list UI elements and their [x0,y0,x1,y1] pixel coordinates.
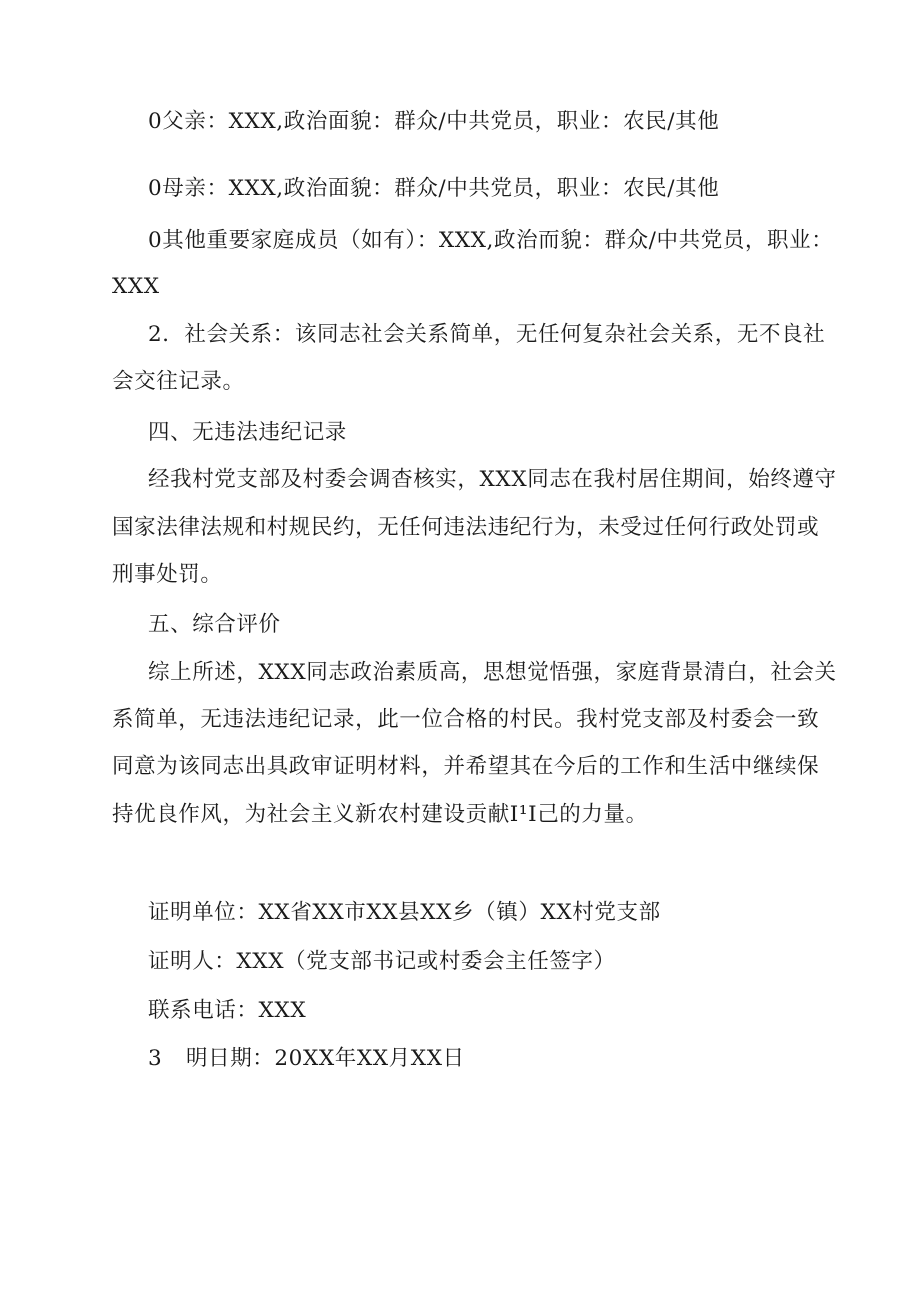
date-prefix-number: 3 [148,1046,163,1071]
section4-heading: 四、无违法违纪记录 [148,420,347,445]
other-family-info-cont: XXX [112,274,160,299]
father-info: 0父亲：XXX,政治面貌：群众/中共党员，职业：农民/其他 [148,109,720,134]
contact-phone: 联系电话：XXX [148,998,307,1023]
other-family-info: 0其他重要家庭成员（如有）：XXX,政治而貌：群众/中共党员，职业： [148,228,834,253]
mother-info: 0母亲：XXX,政治面貌：群众/中共党员，职业：农民/其他 [148,176,720,201]
section5-heading: 五、综合评价 [148,612,281,637]
section4-paragraph-line3: 刑事处罚。 [112,562,223,587]
certifying-unit: 证明单位：XX省XX市XX县XX乡（镇）XX村党支部 [148,900,661,925]
section4-paragraph-line1: 经我村党支部及村委会调杳核实，XXX同志在我村居住期间，始终遵守 [148,467,837,492]
date-text: 明日期：20XX年XX月XX日 [186,1046,465,1071]
section5-paragraph-line3: 同意为该同志出具政审证明材料，并希望其在今后的工作和生活中继续保 [112,754,820,779]
section5-paragraph-line2: 系简单，无违法违纪记录，此一位合格的村民。我村党支部及村委会一致 [112,707,820,732]
social-relations: 2．社会关系：该同志社会关系简单，无任何复杂社会关系，无不良社 [148,322,826,347]
section5-paragraph-line4: 持优良作风，为社会主义新农村建设贡献I¹I己的力量。 [112,802,648,827]
social-relations-cont: 会交往记录。 [112,369,245,394]
section5-paragraph-line1: 综上所述，XXX同志政治素质高，思想觉悟强，家庭背景清白，社会关 [148,660,837,685]
certifier: 证明人：XXX（党支部书记或村委会主任签字） [148,949,616,974]
certification-date [148,1044,465,1074]
section4-paragraph-line2: 国家法律法规和村规民约，无任何违法违纪行为，未受过任何行政处罚或 [112,515,820,540]
